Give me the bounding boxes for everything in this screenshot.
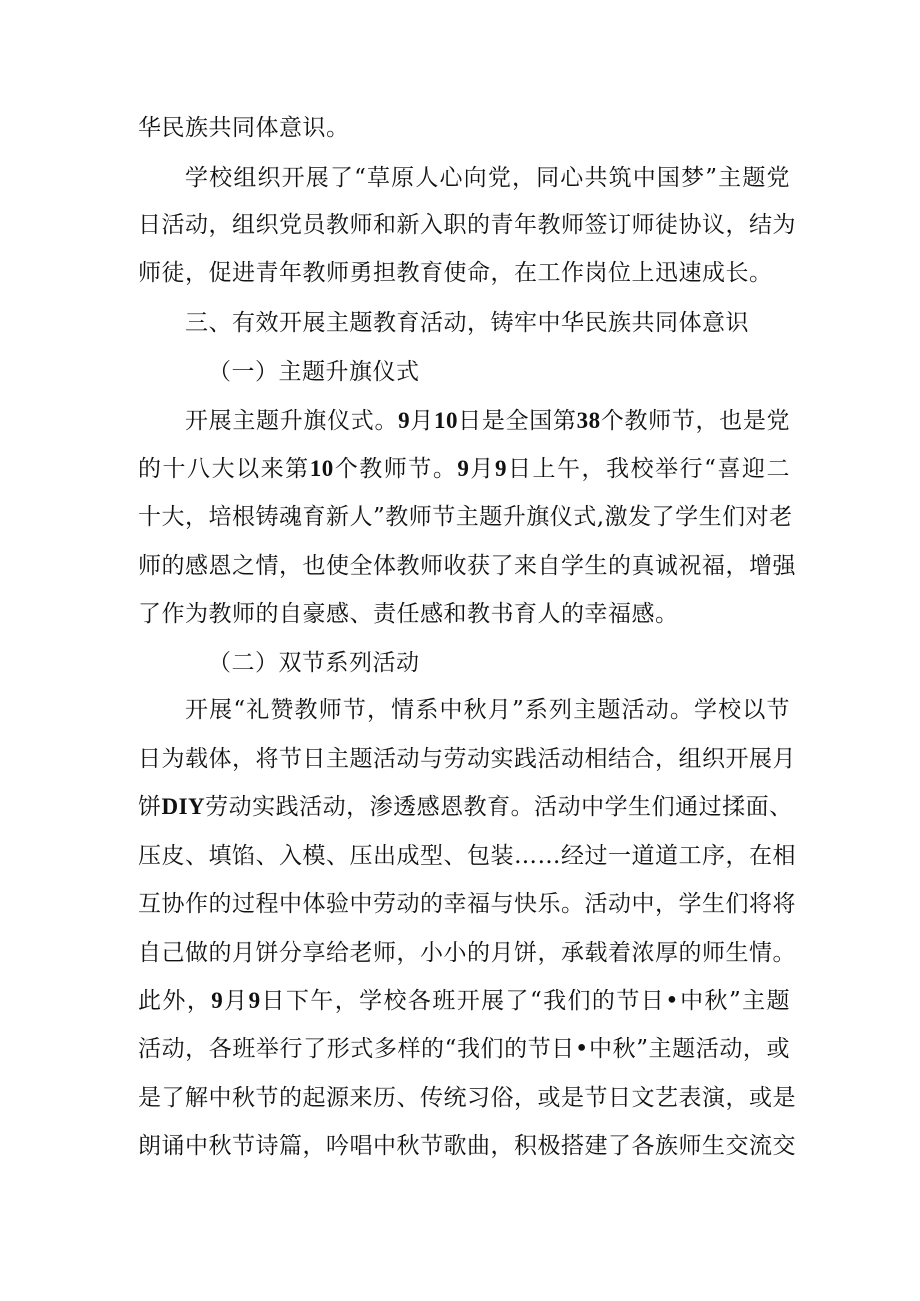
paragraph-line: 自己做的月饼分享给老师，小小的月饼，承载着浓厚的师生情。 — [138, 940, 796, 966]
subsection-heading: （一）主题升旗仪式 — [208, 359, 420, 385]
paragraph-line: 压皮、填馅、入模、压出成型、包装……经过一道道工序，在相 — [138, 843, 796, 869]
subsection-heading: （二）双节系列活动 — [208, 650, 420, 676]
paragraph-line: 活动，各班举行了形式多样的“我们的节日•中秋”主题活动，或 — [138, 1036, 790, 1062]
paragraph-line: 互协作的过程中体验中劳动的幸福与快乐。活动中，学生们将将 — [138, 891, 796, 917]
paragraph-line: 日为载体，将节日主题活动与劳动实践活动相结合，组织开展月 — [138, 746, 796, 772]
paragraph-line: 华民族共同体意识。 — [138, 115, 350, 141]
paragraph-line: 开展主题升旗仪式。9月10日是全国第38个教师节，也是党 — [185, 408, 791, 434]
paragraph-line: 此外，9月9日下午，学校各班开展了“我们的节日•中秋”主题 — [138, 988, 791, 1014]
paragraph-line: 师徒，促进青年教师勇担教育使命，在工作岗位上迅速成长。 — [138, 260, 773, 286]
section-heading: 三、有效开展主题教育活动，铸牢中华民族共同体意识 — [185, 310, 749, 336]
paragraph-line: 是了解中秋节的起源来历、传统习俗，或是节日文艺表演，或是 — [138, 1085, 796, 1111]
paragraph-line: 了作为教师的自豪感、责任感和教书育人的幸福感。 — [138, 601, 679, 627]
paragraph-line: 日活动，组织党员教师和新入职的青年教师签订师徒协议，结为 — [138, 212, 796, 238]
paragraph-line: 的十八大以来第10个教师节。9月9日上午，我校举行“喜迎二 — [138, 456, 791, 482]
paragraph-line: 学校组织开展了“草原人心向党，同心共筑中国梦”主题党 — [185, 165, 790, 191]
paragraph-line: 饼DIY劳动实践活动，渗透感恩教育。活动中学生们通过揉面、 — [138, 794, 793, 820]
paragraph-line: 朗诵中秋节诗篇，吟唱中秋节歌曲，积极搭建了各族师生交流交 — [138, 1133, 796, 1159]
paragraph-line: 师的感恩之情，也使全体教师收获了来自学生的真诚祝福，增强 — [138, 553, 796, 579]
paragraph-line: 十大，培根铸魂育新人”教师节主题升旗仪式,激发了学生们对老 — [138, 504, 793, 530]
paragraph-line: 开展“礼赞教师节，情系中秋月”系列主题活动。学校以节 — [185, 697, 790, 723]
